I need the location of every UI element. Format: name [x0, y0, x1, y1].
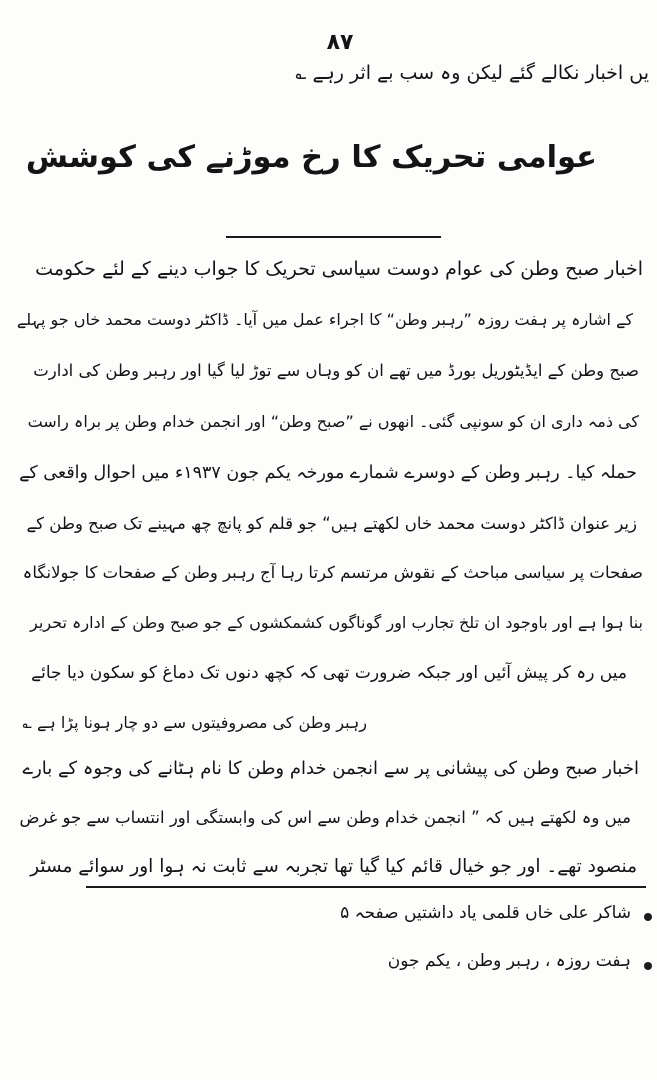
body-line: کے اشارہ پر ہفت روزہ ”رہبر وطن“ کا اجراء عمل میں آیا۔ ڈاکٹر دوست محمد خاں جو پہلے: [16, 310, 633, 329]
footnote: ہفت روزہ ، رہبر وطن ، یکم جون: [387, 951, 631, 971]
footnote-marker: [644, 913, 652, 921]
body-line: زیر عنوان ڈاکٹر دوست محمد خاں لکھتے ہیں“ جو قلم کو پانچ چھ مہینے تک صبح وطن کے: [26, 514, 637, 533]
body-line: حملہ کیا۔ رہبر وطن کے دوسرے شمارے مورخہ یکم جون ۱۹۳۷ء میں احوال واقعی کے: [19, 463, 637, 483]
heading-underline: [226, 236, 441, 238]
page-number: ۸۷: [326, 30, 354, 55]
body-line: صبح وطن کے ایڈیٹوریل بورڈ میں تھے ان کو وہاں سے توڑ لیا گیا اور رہبر وطن کی ادارت: [33, 361, 639, 380]
body-line: رہبر وطن کی مصروفیتوں سے دو چار ہونا پڑا ہے ؎: [22, 713, 367, 732]
footnote-separator: [86, 886, 646, 888]
body-line: اخبار صبح وطن کی پیشانی پر سے انجمن خدام وطن کا نام ہٹانے کی وجوہ کے بارے: [22, 758, 639, 779]
section-heading: عوامی تحریک کا رخ موڑنے کی کوشش: [25, 140, 597, 175]
body-line: میں رہ کر پیش آئیں اور جبکہ ضرورت تھی کہ کچھ دنوں تک دماغ کو سکون دیا جائے: [31, 663, 627, 683]
footnote: شاکر علی خاں قلمی یاد داشتیں صفحہ ۵: [340, 903, 631, 923]
continued-line: یں اخبار نکالے گئے لیکن وہ سب بے اثر رہے ؎: [295, 62, 649, 84]
body-line: صفحات پر سیاسی مباحث کے نقوش مرتسم کرتا رہا آج رہبر وطن کے صفحات کا جولانگاہ: [22, 563, 643, 582]
body-line: اخبار صبح وطن کی عوام دوست سیاسی تحریک کا جواب دینے کے لئے حکومت: [35, 258, 643, 280]
footnote-marker: [644, 962, 652, 970]
body-line: منصود تھے۔ اور جو خیال قائم کیا گیا تھا تجربہ سے ثابت نہ ہوا اور سوائے مسٹر: [30, 856, 637, 877]
body-line: میں وہ لکھتے ہیں کہ ” انجمن خدام وطن سے اس کی وابستگی اور انتساب سے جو غرض: [19, 808, 631, 827]
body-line: بنا ہوا ہے اور باوجود ان تلخ تجارب اور گوناگوں کشمکشوں کے جو صبح وطن کے ادارہ تحریر: [30, 613, 643, 632]
body-line: کی ذمہ داری ان کو سونپی گئی۔ انھوں نے ”صبح وطن“ اور انجمن خدام وطن پر براہ راست: [27, 412, 639, 431]
